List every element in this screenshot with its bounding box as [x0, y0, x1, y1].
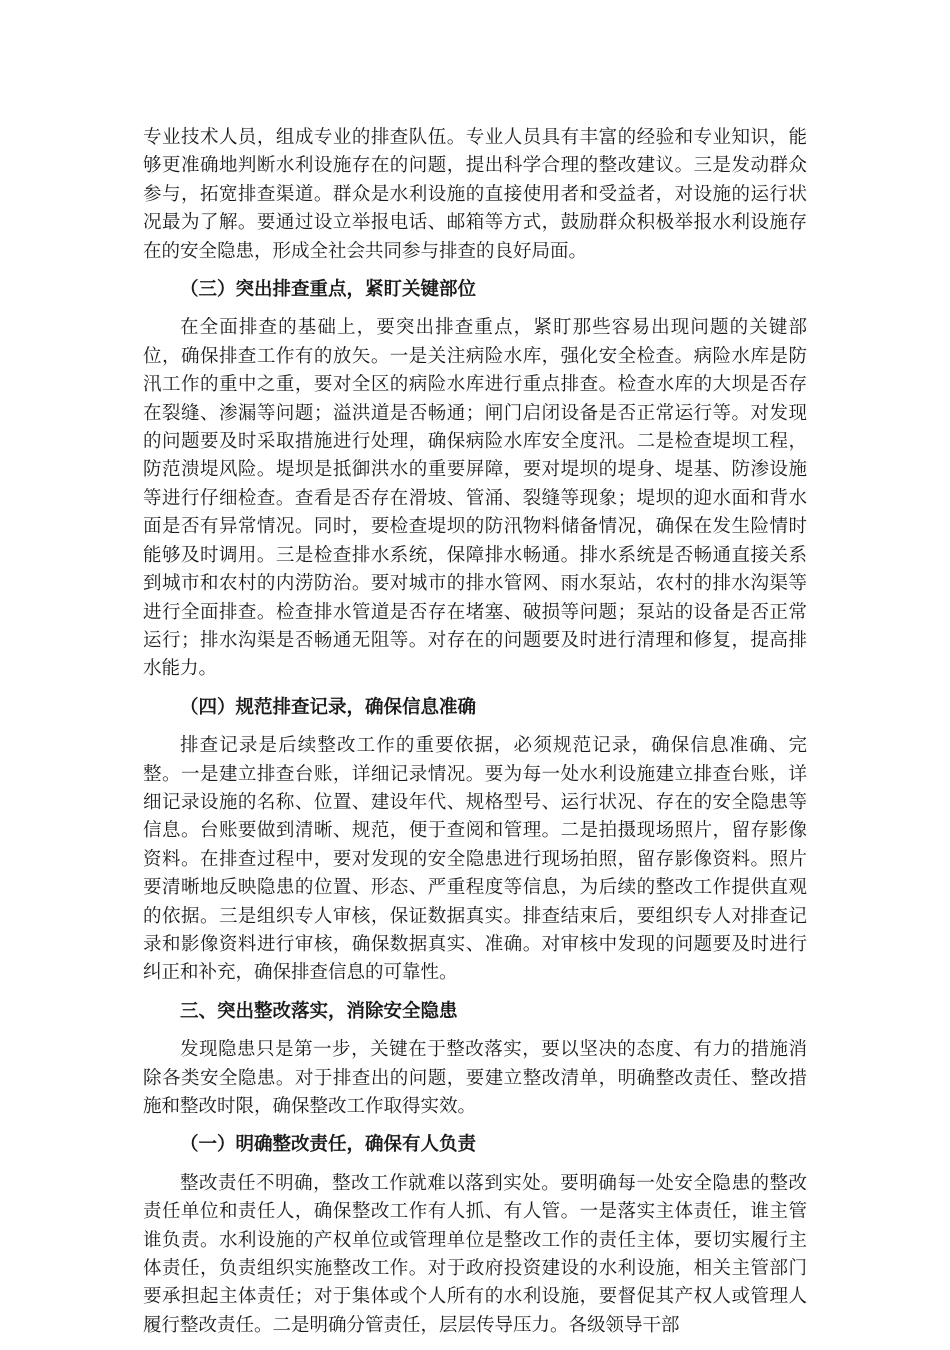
- section-heading-3: （三）突出排查重点，紧盯关键部位: [180, 279, 477, 301]
- chapter-heading-3: 三、突出整改落实，消除安全隐患: [180, 1000, 458, 1022]
- paragraph-4: 发现隐患只是第一步，关键在于整改落实，要以坚决的态度、有力的措施消除各类安全隐患。对于排查出的问题，要建立整改清单，明确整改责任、整改措施和整改时限，确保整改工作取得实效。: [143, 1039, 807, 1117]
- paragraph-1: 专业技术人员，组成专业的排查队伍。专业人员具有丰富的经验和专业知识，能够更准确地判断水利设施存在的问题，提出科学合理的整改建议。三是发动群众参与，拓宽排查渠道。群众是水利设施的直接使用者和受益者，对设施的运行状况最为了解。要通过设立举报电话、邮箱等方式，鼓励群众积极举报水利设施存在的安全隐患，形成全社会共同参与排查的良好局面。: [143, 127, 807, 262]
- paragraph-2: 在全面排查的基础上，要突出排查重点，紧盯那些容易出现问题的关键部位，确保排查工作有的放矢。一是关注病险水库，强化安全检查。病险水库是防汛工作的重中之重，要对全区的病险水库进行重点排查。检查水库的大坝是否存在裂缝、渗漏等问题；溢洪道是否畅通；闸门启闭设备是否正常运行等。对发现的问题要及时采取措施进行处理，确保病险水库安全度汛。二是检查堤坝工程，防范溃堤风险。堤坝是抵御洪水的重要屏障，要对堤坝的堤身、堤基、防渗设施等进行仔细检查。查看是否存在滑坡、管涌、裂缝等现象；堤坝的迎水面和背水面是否有异常情况。同时，要检查堤坝的防汛物料储备情况，确保在发生险情时能够及时调用。三是检查排水系统，保障排水畅通。排水系统是否畅通直接关系到城市和农村的内涝防治。要对城市的排水管网、雨水泵站，农村的排水沟渠等进行全面排查。检查排水管道是否存在堵塞、破损等问题；泵站的设备是否正常运行；排水沟渠是否畅通无阻等。对存在的问题要及时进行清理和修复，提高排水能力。: [143, 317, 807, 680]
- section-heading-4: （四）规范排查记录，确保信息准确: [180, 696, 477, 718]
- paragraph-3: 排查记录是后续整改工作的重要依据，必须规范记录，确保信息准确、完整。一是建立排查台账，详细记录情况。要为每一处水利设施建立排查台账，详细记录设施的名称、位置、建设年代、规格型号、运行状况、存在的安全隐患等信息。台账要做到清晰、规范，便于查阅和管理。二是拍摄现场照片，留存影像资料。在排查过程中，要对发现的安全隐患进行现场拍照，留存影像资料。照片要清晰地反映隐患的位置、形态、严重程度等信息，为后续的整改工作提供直观的依据。三是组织专人审核，保证数据真实。排查结束后，要组织专人对排查记录和影像资料进行审核，确保数据真实、准确。对审核中发现的问题要及时进行纠正和补充，确保排查信息的可靠性。: [143, 735, 807, 984]
- document-body: [143, 124, 807, 1350]
- paragraph-5: 整改责任不明确，整改工作就难以落到实处。要明确每一处安全隐患的整改责任单位和责任人，确保整改工作有人抓、有人管。一是落实主体责任，谁主管谁负责。水利设施的产权单位或管理单位是整改工作的责任主体，要切实履行主体责任，负责组织实施整改工作。对于政府投资建设的水利设施，相关主管部门要承担起主体责任；对于集体或个人所有的水利设施，要督促其产权人或管理人履行整改责任。二是明确分管责任，层层传导压力。各级领导干部: [143, 1172, 807, 1336]
- section-heading-1: （一）明确整改责任，确保有人负责: [180, 1134, 477, 1156]
